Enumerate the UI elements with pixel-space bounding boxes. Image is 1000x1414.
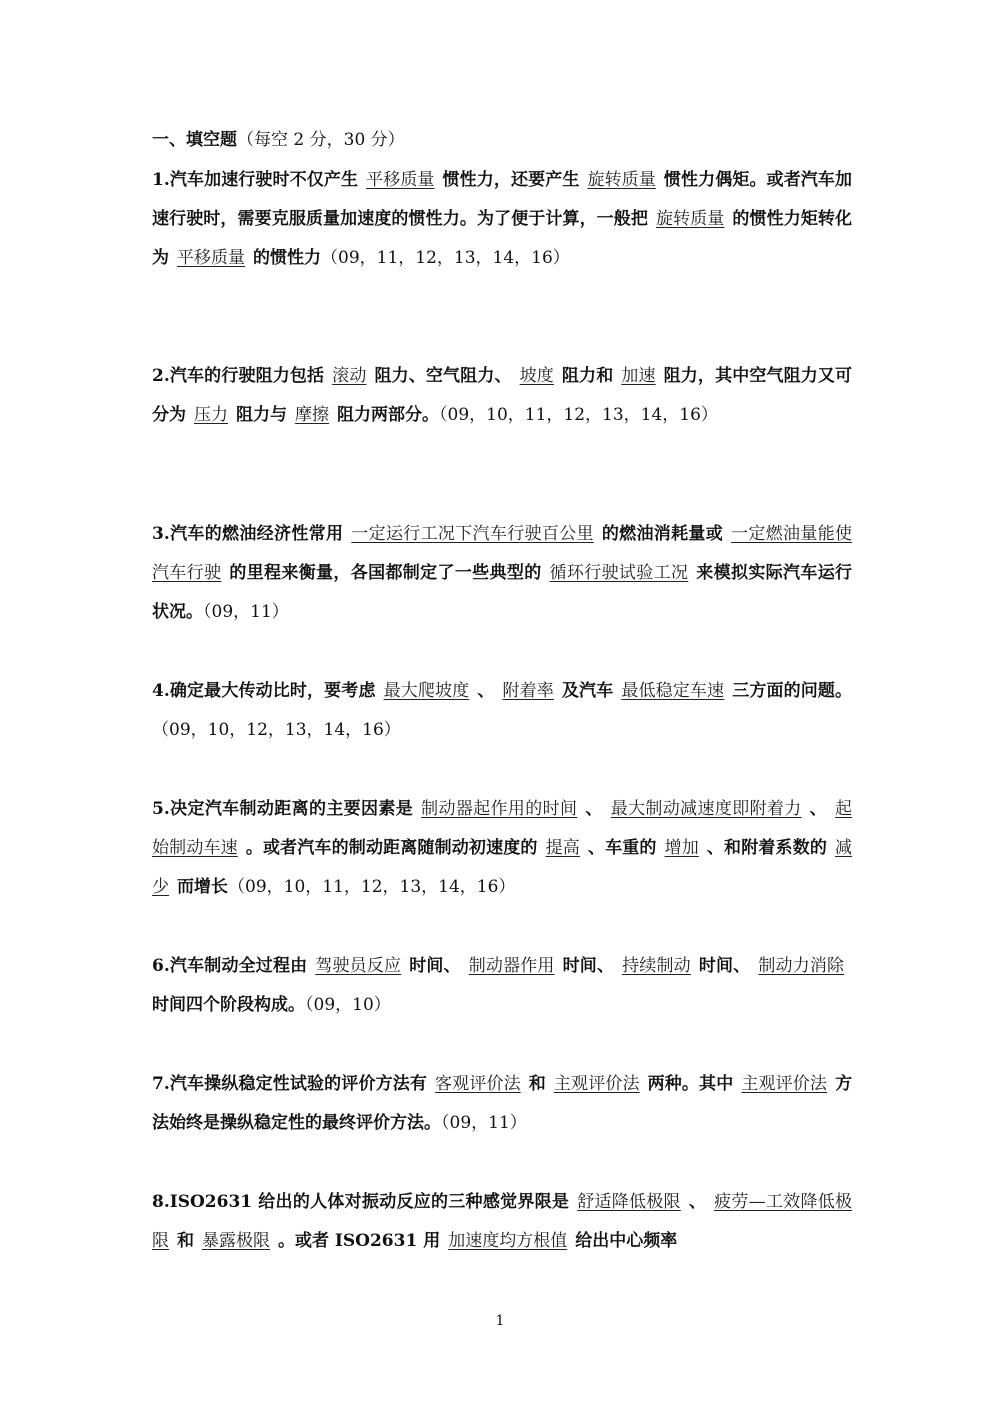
answer-blank: 压力 xyxy=(194,405,228,425)
answer-blank: 旋转质量 xyxy=(587,170,656,190)
answer-blank: 持续制动 xyxy=(622,956,691,976)
question-text: 而增长 xyxy=(177,877,228,897)
question-text: 时间、 xyxy=(562,956,615,976)
question-text: 3.汽车的燃油经济性常用 xyxy=(152,524,344,544)
answer-blank: 加速 xyxy=(621,366,656,386)
answer-blank: 最大制动减速度即附着力 xyxy=(610,799,802,819)
year-reference: （09，11） xyxy=(203,602,289,622)
answer-blank: 循环行驶试验工况 xyxy=(549,563,689,583)
question-text: 阻力两部分。 xyxy=(337,405,439,425)
answer-blank: 平移质量 xyxy=(177,248,245,268)
section-title: 一、填空题 xyxy=(152,130,237,150)
answer-blank: 一定运行工况下汽车行驶百公里 xyxy=(351,524,594,544)
question-text: 及汽车 xyxy=(561,681,614,701)
question-text: 阻力、空气阻力、 xyxy=(374,366,512,386)
question-text: 两种。其中 xyxy=(647,1074,734,1094)
section-heading xyxy=(152,126,405,154)
question-text: 和 xyxy=(528,1074,546,1094)
answer-blank: 驾驶员反应 xyxy=(315,956,402,976)
answer-blank: 提高 xyxy=(545,838,580,858)
question-1 xyxy=(152,161,852,278)
answer-blank: 舒适降低极限 xyxy=(577,1192,681,1212)
question-text: 、 xyxy=(585,799,603,819)
answer-blank: 主观评价法 xyxy=(741,1074,828,1094)
answer-blank: 起始制动车速 xyxy=(152,799,853,858)
question-text: 。或者 ISO2631 用 xyxy=(278,1231,441,1251)
question-text: 的惯性力矩转化为 xyxy=(152,209,853,268)
year-reference: （09，10，12，13，14，16） xyxy=(152,720,401,740)
question-text: 4.确定最大传动比时，要考虑 xyxy=(152,681,376,701)
question-text: 8.ISO2631 给出的人体对振动反应的三种感觉界限是 xyxy=(152,1192,570,1212)
year-reference: （09，11，12，13，14，16） xyxy=(321,248,570,268)
question-text: 和 xyxy=(177,1231,194,1251)
question-text: 给出中心频率 xyxy=(575,1231,678,1251)
question-2 xyxy=(152,357,852,435)
question-text: 时间四个阶段构成。 xyxy=(152,995,305,1015)
page-number: 1 xyxy=(495,1313,505,1329)
question-text: 阻力和 xyxy=(561,366,614,386)
answer-blank: 疲劳—工效降低极限 xyxy=(152,1192,853,1251)
answer-blank: 旋转质量 xyxy=(655,209,725,229)
year-reference: （09，10，11，12，13，14，16） xyxy=(228,877,516,897)
question-text: 7.汽车操纵稳定性试验的评价方法有 xyxy=(152,1074,428,1094)
question-8 xyxy=(152,1183,852,1261)
answer-blank: 主观评价法 xyxy=(553,1074,640,1094)
year-reference: （09，10，11，12，13，14，16） xyxy=(439,405,718,425)
question-6 xyxy=(152,947,852,1025)
question-text: 2.汽车的行驶阻力包括 xyxy=(152,366,325,386)
answer-blank: 减少 xyxy=(152,838,853,897)
question-text: 三方面的问题。 xyxy=(732,681,853,701)
question-text: 阻力与 xyxy=(236,405,287,425)
answer-blank: 附着率 xyxy=(502,681,554,701)
answer-blank: 制动器起作用的时间 xyxy=(421,799,578,819)
question-text: 1.汽车加速行驶时不仅产生 xyxy=(152,170,359,190)
answer-blank: 制动力消除 xyxy=(758,956,845,976)
question-text: 阻力，其中空气阻力又可分为 xyxy=(152,366,853,425)
question-text: 时间、 xyxy=(698,956,751,976)
question-7 xyxy=(152,1065,852,1143)
answer-blank: 一定燃油量能使汽车行驶 xyxy=(152,524,853,583)
answer-blank: 坡度 xyxy=(519,366,554,386)
question-text: 方法始终是操纵稳定性的最终评价方法。 xyxy=(152,1074,853,1133)
question-text: 5.决定汽车制动距离的主要因素是 xyxy=(152,799,414,819)
question-text: 6.汽车制动全过程由 xyxy=(152,956,308,976)
question-5 xyxy=(152,790,852,907)
answer-blank: 滚动 xyxy=(332,366,367,386)
question-text: 、 xyxy=(477,681,495,701)
question-text: 惯性力偶矩。或者汽车加速行驶时，需要克服质量加速度的惯性力。为了便于计算，一般把 xyxy=(152,170,853,229)
answer-blank: 加速度均方根值 xyxy=(448,1231,568,1251)
answer-blank: 最低稳定车速 xyxy=(621,681,725,701)
question-4 xyxy=(152,672,852,750)
question-text: 、和附着系数的 xyxy=(706,838,828,858)
question-text: 的燃油消耗量或 xyxy=(601,524,724,544)
answer-blank: 摩擦 xyxy=(295,405,329,425)
answer-blank: 增加 xyxy=(664,838,699,858)
question-text: 时间、 xyxy=(409,956,461,976)
question-text: 、 xyxy=(809,799,828,819)
year-reference: （09，10） xyxy=(305,995,391,1015)
question-text: 的里程来衡量，各国都制定了一些典型的 xyxy=(229,563,542,583)
section-note: （每空 2 分，30 分） xyxy=(237,130,405,150)
answer-blank: 制动器作用 xyxy=(468,956,555,976)
question-text: 、 xyxy=(688,1192,707,1212)
year-reference: （09，11） xyxy=(441,1113,527,1133)
answer-blank: 客观评价法 xyxy=(435,1074,521,1094)
question-text: 、车重的 xyxy=(587,838,657,858)
question-3 xyxy=(152,515,852,632)
answer-blank: 最大爬坡度 xyxy=(383,681,470,701)
question-text: 。或者汽车的制动距离随制动初速度的 xyxy=(245,838,538,858)
question-text: 的惯性力 xyxy=(253,248,321,268)
question-text: 来模拟实际汽车运行状况。 xyxy=(152,563,853,622)
answer-blank: 平移质量 xyxy=(366,170,435,190)
question-text: 惯性力，还要产生 xyxy=(442,170,580,190)
answer-blank: 暴露极限 xyxy=(202,1231,270,1251)
